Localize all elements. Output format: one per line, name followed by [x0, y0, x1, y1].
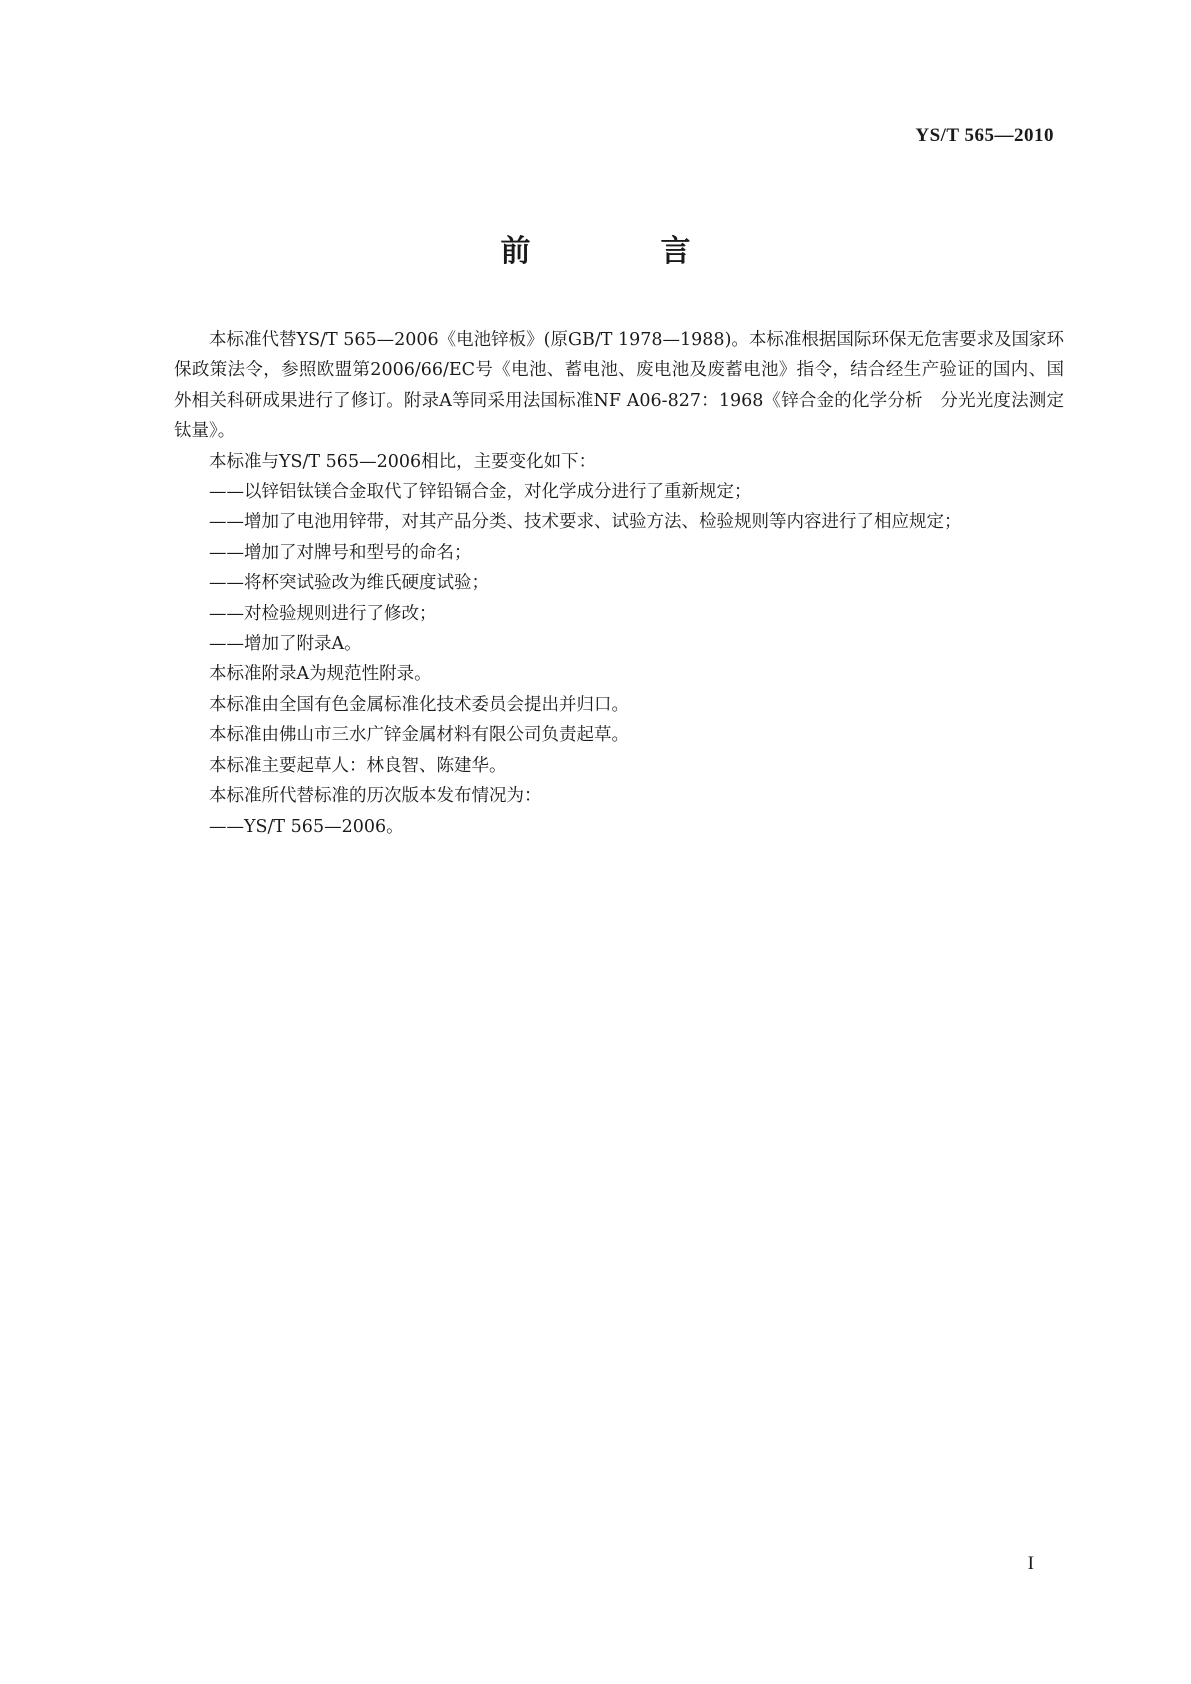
statement-history-lead: 本标准所代替标准的历次版本发布情况为：	[209, 786, 542, 807]
standard-code: YS/T 565—2010	[915, 125, 1054, 146]
page-number: I	[1027, 1553, 1034, 1574]
statement-annex: 本标准附录A为规范性附录。	[209, 664, 432, 685]
intro-paragraph: 本标准代替YS/T 565—2006《电池锌板》(原GB/T 1978—1988)。本标准根据国际环保无危害要求及国家环保政策法令，参照欧盟第2006/66/EC号《电池、蓄电池、废电池及废蓄电池》指令，结合经生产验证的国内、国外相关科研成果进行了修订。附录A等同采用法国标准NF A06-827：1968《锌合金的化学分析 分光光度法测定钛量》。	[174, 330, 1064, 442]
statement-proposer: 本标准由全国有色金属标准化技术委员会提出并归口。	[209, 694, 629, 715]
change-item: ——增加了对牌号和型号的命名；	[209, 542, 472, 563]
page-title: 前 言	[500, 234, 741, 269]
change-item: ——增加了电池用锌带，对其产品分类、技术要求、试验方法、检验规则等内容进行了相应规定；	[209, 512, 962, 533]
document-body	[174, 325, 1064, 842]
statement-drafting-unit: 本标准由佛山市三水广锌金属材料有限公司负责起草。	[209, 725, 629, 746]
change-item: ——将杯突试验改为维氏硬度试验；	[209, 573, 489, 594]
changes-lead: 本标准与YS/T 565—2006相比，主要变化如下：	[209, 451, 597, 472]
change-item: ——以锌铝钛镁合金取代了锌铅镉合金，对化学成分进行了重新规定；	[209, 482, 752, 503]
history-item: ——YS/T 565—2006。	[209, 816, 404, 837]
change-item: ——增加了附录A。	[209, 634, 362, 655]
statement-drafters: 本标准主要起草人：林良智、陈建华。	[209, 755, 507, 776]
change-item: ——对检验规则进行了修改；	[209, 603, 437, 624]
